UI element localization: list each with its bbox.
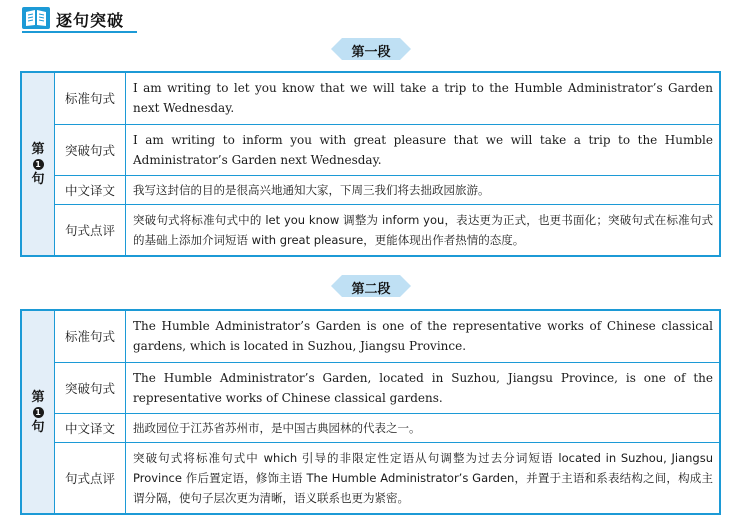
- table-row: [21, 310, 720, 362]
- sentence-comment: 突破句式将标准句式中 which 引导的非限定性定语从句调整为过去分词短语 located in Suzhou, Jiangsu Province 作后置定语，修饰主语 The Humble Administrator’s Garden，并置于主语和系表结构之间，构成主谓分隔，使句子层次更为清晰，语义联系也更为紧密。: [126, 442, 721, 514]
- standard-sentence: The Humble Administrator’s Garden is one of the representative works of Chinese classical gardens, which is located in Suzhou, Jiangsu Province.: [126, 310, 721, 362]
- row-label-translation: 中文译文: [55, 175, 126, 204]
- sentence-marker: [21, 72, 55, 256]
- improved-sentence: I am writing to inform you with great pleasure that we will take a trip to the Humble Administrator’s Garden next Wednesday.: [126, 124, 721, 175]
- table-row: [21, 175, 720, 204]
- row-label-standard: 标准句式: [55, 310, 126, 362]
- sentence-marker-bottom: 句: [31, 419, 45, 435]
- header-title: 逐句突破: [56, 11, 125, 30]
- table-row: [21, 413, 720, 442]
- chinese-translation: 我写这封信的目的是很高兴地通知大家，下周三我们将去拙政园旅游。: [126, 175, 721, 204]
- table-row: [21, 442, 720, 514]
- header-underline: [22, 31, 137, 33]
- row-label-comment: 句式点评: [55, 204, 126, 256]
- sentence-marker: [21, 310, 55, 514]
- open-book-icon: [22, 7, 50, 29]
- improved-sentence: The Humble Administrator’s Garden, located in Suzhou, Jiangsu Province, is one of the representative works of Chinese classical gardens.: [126, 362, 721, 413]
- section-header: [22, 6, 137, 32]
- row-label-comment: 句式点评: [55, 442, 126, 514]
- sentence-comment: 突破句式将标准句式中的 let you know 调整为 inform you，表达更为正式，也更书面化；突破句式在标准句式的基础上添加介词短语 with great pleasure，更能体现出作者热情的态度。: [126, 204, 721, 256]
- row-label-standard: 标准句式: [55, 72, 126, 124]
- paragraph-2-title: 第二段: [351, 282, 391, 297]
- table-row: [21, 362, 720, 413]
- paragraph-1-table: [20, 71, 721, 257]
- paragraph-2-banner: [331, 275, 411, 297]
- sentence-marker-top: 第: [31, 141, 45, 157]
- sentence-number-badge: 1: [33, 159, 44, 170]
- chinese-translation: 拙政园位于江苏省苏州市，是中国古典园林的代表之一。: [126, 413, 721, 442]
- table-row: [21, 124, 720, 175]
- paragraph-1-banner: [331, 38, 411, 60]
- standard-sentence: I am writing to let you know that we will take a trip to the Humble Administrator’s Garden next Wednesday.: [126, 72, 721, 124]
- table-row: [21, 72, 720, 124]
- paragraph-1-title: 第一段: [351, 45, 391, 60]
- table-row: [21, 204, 720, 256]
- row-label-translation: 中文译文: [55, 413, 126, 442]
- paragraph-2-table: [20, 309, 721, 515]
- sentence-number-badge: 1: [33, 407, 44, 418]
- sentence-marker-top: 第: [31, 389, 45, 405]
- row-label-improved: 突破句式: [55, 124, 126, 175]
- sentence-marker-bottom: 句: [31, 171, 45, 187]
- row-label-improved: 突破句式: [55, 362, 126, 413]
